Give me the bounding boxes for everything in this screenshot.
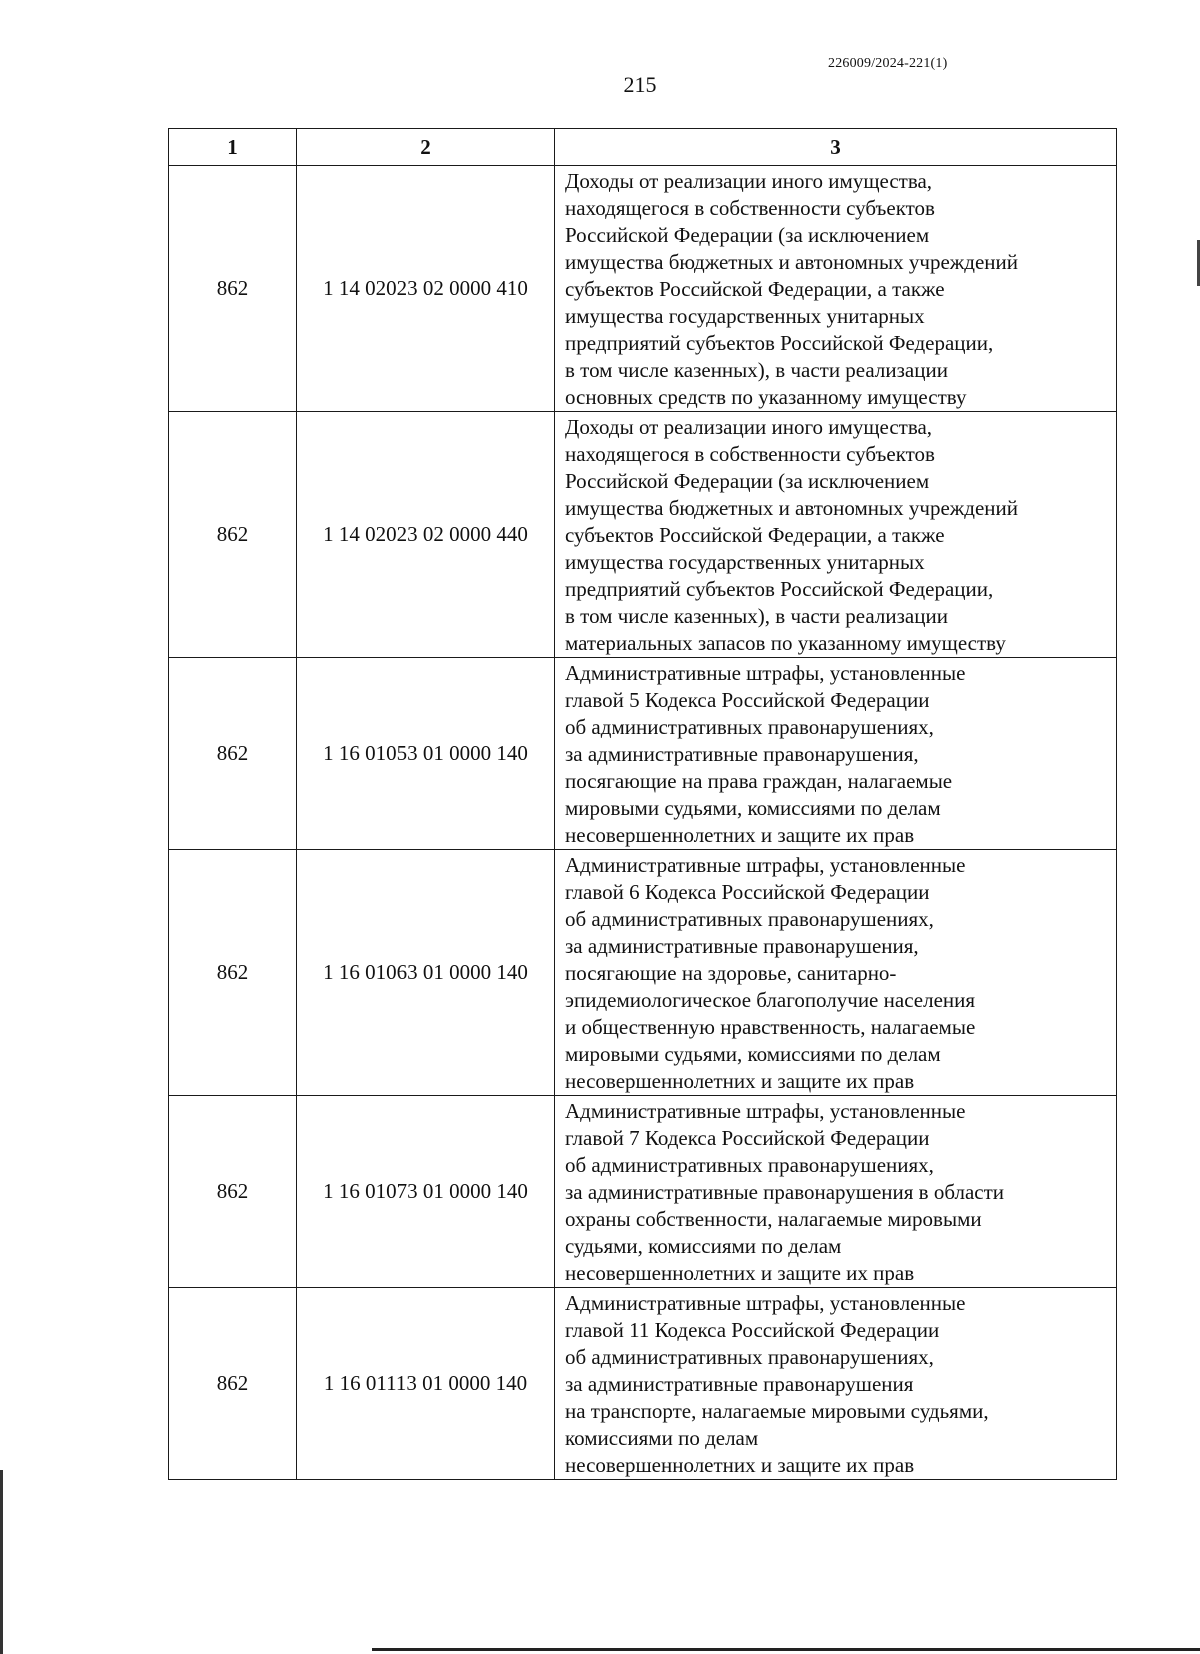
description-line: об административных правонарушениях, (565, 1345, 934, 1369)
revenue-code-cell: 1 16 01073 01 0000 140 (297, 1096, 555, 1288)
description-line: имущества государственных унитарных (565, 550, 925, 574)
description-line: за административные правонарушения, (565, 742, 919, 766)
document-registration-number: 226009/2024-221(1) (828, 56, 948, 71)
table-body (169, 166, 1117, 1480)
scan-edge-mark-left (0, 1470, 3, 1654)
description-line: об административных правонарушениях, (565, 907, 934, 931)
scan-edge-mark-bottom (372, 1648, 1200, 1651)
admin-code-cell: 862 (169, 166, 297, 412)
description-line: основных средств по указанному имуществу (565, 385, 967, 409)
description-line: об административных правонарушениях, (565, 715, 934, 739)
table-row (169, 1096, 1117, 1288)
description-cell (555, 850, 1117, 1096)
description-line: субъектов Российской Федерации, а также (565, 277, 945, 301)
description-line: находящегося в собственности субъектов (565, 196, 935, 220)
description-line: несовершеннолетних и защите их прав (565, 823, 915, 847)
description-line: главой 6 Кодекса Российской Федерации (565, 880, 930, 904)
column-header-3: 3 (555, 129, 1117, 166)
description-cell (555, 1288, 1117, 1480)
description-line: имущества бюджетных и автономных учреждений (565, 250, 1019, 274)
description-line: в том числе казенных), в части реализации (565, 604, 948, 628)
description-line: на транспорте, налагаемые мировыми судьями, (565, 1399, 989, 1423)
description-line: комиссиями по делам (565, 1426, 759, 1450)
description-line: главой 11 Кодекса Российской Федерации (565, 1318, 940, 1342)
description-line: материальных запасов по указанному имуществу (565, 631, 1006, 655)
page-number: 215 (623, 72, 657, 97)
description-line: Административные штрафы, установленные (565, 1291, 966, 1315)
description-line: за административные правонарушения (565, 1372, 914, 1396)
description-line: мировыми судьями, комиссиями по делам (565, 1042, 941, 1066)
revenue-code-cell: 1 14 02023 02 0000 410 (297, 166, 555, 412)
admin-code-cell: 862 (169, 1288, 297, 1480)
description-line: главой 7 Кодекса Российской Федерации (565, 1126, 930, 1150)
description-cell (555, 658, 1117, 850)
table-row (169, 412, 1117, 658)
description-line: посягающие на права граждан, налагаемые (565, 769, 953, 793)
admin-code-cell: 862 (169, 850, 297, 1096)
column-header-2: 2 (297, 129, 555, 166)
description-line: имущества бюджетных и автономных учреждений (565, 496, 1019, 520)
table-row (169, 658, 1117, 850)
description-line: Административные штрафы, установленные (565, 661, 966, 685)
description-line: Российской Федерации (за исключением (565, 223, 930, 247)
description-cell (555, 166, 1117, 412)
description-line: предприятий субъектов Российской Федерации, (565, 577, 994, 601)
description-line: Доходы от реализации иного имущества, (565, 169, 933, 193)
revenue-code-cell: 1 16 01113 01 0000 140 (297, 1288, 555, 1480)
table-row (169, 1288, 1117, 1480)
description-line: субъектов Российской Федерации, а также (565, 523, 945, 547)
description-line: несовершеннолетних и защите их прав (565, 1069, 915, 1093)
revenue-code-cell: 1 16 01053 01 0000 140 (297, 658, 555, 850)
description-line: посягающие на здоровье, санитарно- (565, 961, 897, 985)
description-line: охраны собственности, налагаемые мировыми (565, 1207, 982, 1231)
column-header-1: 1 (169, 129, 297, 166)
admin-code-cell: 862 (169, 412, 297, 658)
table-row (169, 166, 1117, 412)
description-line: эпидемиологическое благополучие населения (565, 988, 976, 1012)
admin-code-cell: 862 (169, 658, 297, 850)
description-line: главой 5 Кодекса Российской Федерации (565, 688, 930, 712)
description-line: мировыми судьями, комиссиями по делам (565, 796, 941, 820)
admin-code-cell: 862 (169, 1096, 297, 1288)
description-line: и общественную нравственность, налагаемые (565, 1015, 976, 1039)
description-line: находящегося в собственности субъектов (565, 442, 935, 466)
description-cell (555, 412, 1117, 658)
description-cell (555, 1096, 1117, 1288)
revenue-codes-table (168, 128, 1117, 1480)
description-line: Российской Федерации (за исключением (565, 469, 930, 493)
description-line: несовершеннолетних и защите их прав (565, 1453, 915, 1477)
description-line: предприятий субъектов Российской Федерации, (565, 331, 994, 355)
description-line: имущества государственных унитарных (565, 304, 925, 328)
revenue-code-cell: 1 14 02023 02 0000 440 (297, 412, 555, 658)
description-line: несовершеннолетних и защите их прав (565, 1261, 915, 1285)
description-line: судьями, комиссиями по делам (565, 1234, 842, 1258)
description-line: Административные штрафы, установленные (565, 1099, 966, 1123)
description-line: Административные штрафы, установленные (565, 853, 966, 877)
table-row (169, 850, 1117, 1096)
description-line: Доходы от реализации иного имущества, (565, 415, 933, 439)
revenue-code-cell: 1 16 01063 01 0000 140 (297, 850, 555, 1096)
description-line: в том числе казенных), в части реализации (565, 358, 948, 382)
description-line: за административные правонарушения, (565, 934, 919, 958)
description-line: за административные правонарушения в области (565, 1180, 1005, 1204)
description-line: об административных правонарушениях, (565, 1153, 934, 1177)
table-header-row (169, 129, 1117, 166)
